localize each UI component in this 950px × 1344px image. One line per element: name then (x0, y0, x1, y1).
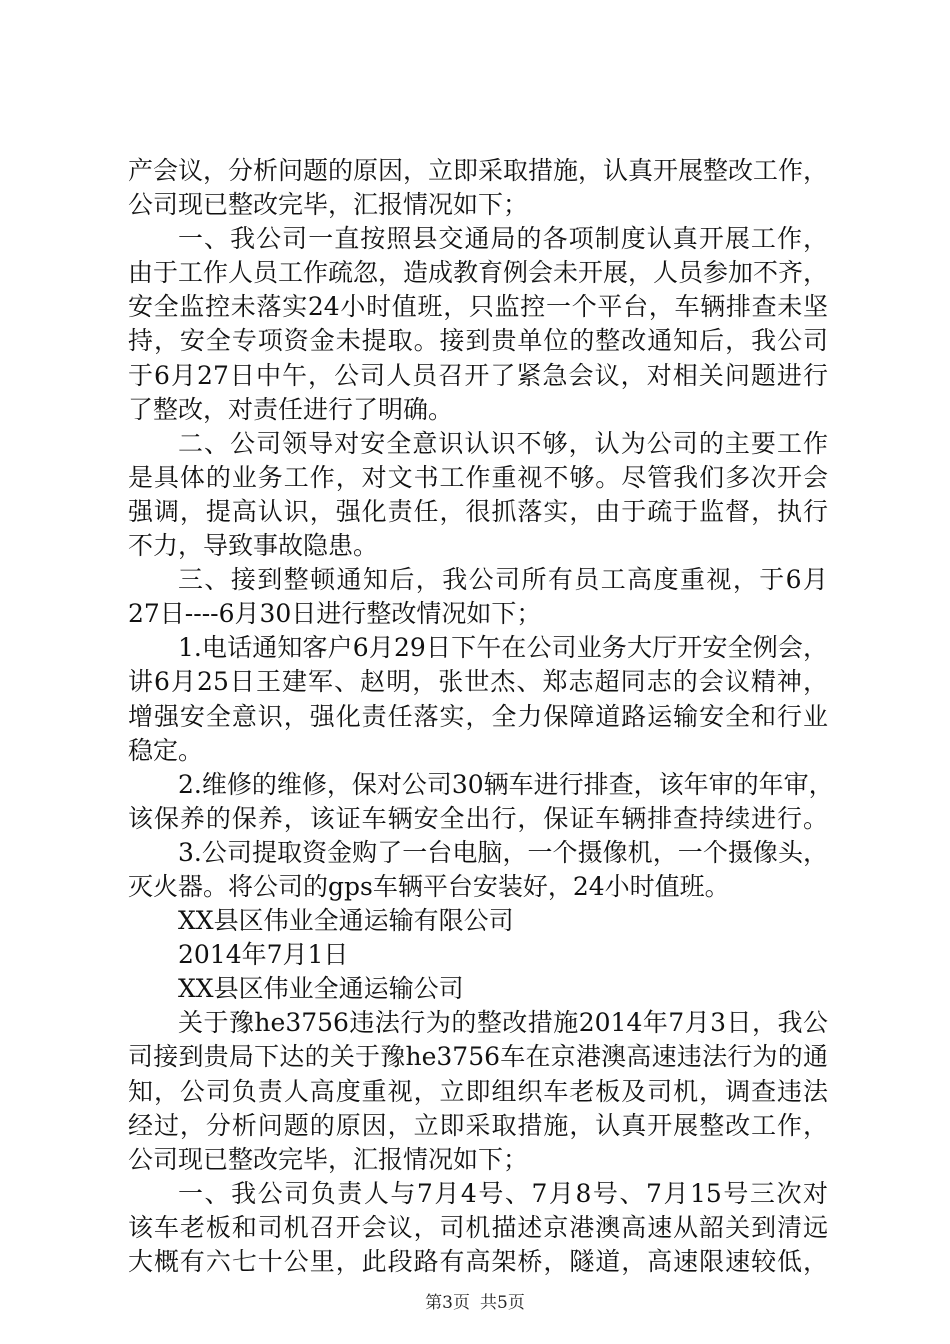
paragraph-line: 大概有六七十公里，此段路有高架桥，隧道，高速限速较低， (128, 1247, 828, 1276)
list-item-line: 2.维修的维修，保对公司30辆车进行排查，该年审的年审， (178, 769, 834, 799)
list-item-line: 该保养的保养，该证车辆安全出行，保证车辆排查持续进行。 (128, 803, 828, 833)
page-number: 第3页 (425, 1293, 470, 1313)
paragraph-line: 公司现已整改完毕，汇报情况如下； (128, 190, 529, 220)
paragraph-line: 关于豫he3756违法行为的整改措施2014年7月3日，我公 (178, 1008, 828, 1038)
paragraph-line: 二、公司领导对安全意识认识不够，认为公司的主要工作 (178, 428, 828, 458)
page-total: 共5页 (480, 1293, 525, 1313)
paragraph-line: 是具体的业务工作，对文书工作重视不够。尽管我们多次开会 (128, 462, 828, 492)
paragraph-line: 司接到贵局下达的关于豫he3756车在京港澳高速违法行为的通 (128, 1042, 828, 1072)
paragraph-line: 公司现已整改完毕，汇报情况如下； (128, 1144, 529, 1174)
paragraph-line: 该车老板和司机召开会议，司机描述京港澳高速从韶关到清远 (128, 1212, 828, 1242)
document-body (128, 154, 834, 1279)
list-item-line: 讲6月25日王建军、赵明，张世杰、郑志超同志的会议精神， (128, 667, 828, 697)
paragraph-line: 三、接到整顿通知后，我公司所有员工高度重视，于6月 (178, 565, 828, 595)
page-footer (0, 1292, 950, 1314)
list-item-line: 3.公司提取资金购了一台电脑，一个摄像机，一个摄像头， (178, 837, 828, 867)
paragraph-line: 一、我公司一直按照县交通局的各项制度认真开展工作， (178, 224, 828, 254)
paragraph-line: 知，公司负责人高度重视，立即组织车老板及司机，调查违法 (128, 1076, 828, 1106)
list-item-line: 稳定。 (128, 735, 204, 765)
paragraph-line: 产会议，分析问题的原因，立即采取措施，认真开展整改工作， (128, 156, 829, 185)
paragraph-line: 安全监控未落实24小时值班，只监控一个平台，车辆排查未坚 (128, 292, 828, 322)
list-item-line: 灭火器。将公司的gps车辆平台安装好，24小时值班。 (128, 871, 730, 901)
paragraph-line: 持，安全专项资金未提取。接到贵单位的整改通知后，我公司 (128, 326, 828, 356)
paragraph-line: 于6月27日中午，公司人员召开了紧急会议，对相关问题进行 (128, 360, 828, 390)
paragraph-line: 了整改，对责任进行了明确。 (128, 394, 454, 424)
paragraph-line: 由于工作人员工作疏忽，造成教育例会未开展，人员参加不齐， (128, 258, 829, 288)
paragraph-line: 强调，提高认识，强化责任，很抓落实，由于疏于监督，执行 (128, 496, 828, 526)
paragraph-line: 一、我公司负责人与7月4号、7月8号、7月15号三次对 (178, 1178, 828, 1208)
section-company-name: XX县区伟业全通运输公司 (178, 974, 464, 1004)
signature-date: 2014年7月1日 (178, 940, 349, 970)
paragraph-line: 不力，导致事故隐患。 (128, 531, 379, 561)
list-item-line: 增强安全意识，强化责任落实，全力保障道路运输安全和行业 (128, 701, 828, 731)
paragraph-line: 经过，分析问题的原因，立即采取措施，认真开展整改工作， (128, 1110, 828, 1140)
signature-company: XX县区伟业全通运输有限公司 (178, 906, 514, 936)
paragraph-line: 27日----6月30日进行整改情况如下； (128, 599, 542, 629)
list-item-line: 1.电话通知客户6月29日下午在公司业务大厅开安全例会， (178, 633, 828, 663)
